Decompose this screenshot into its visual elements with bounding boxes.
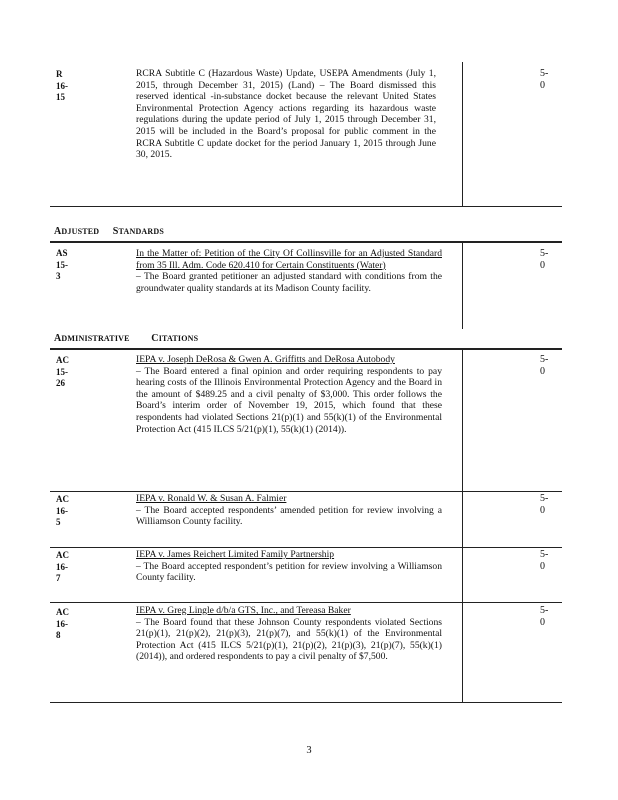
case-summary: – The Board accepted respondents’ amended petition for review involving a Williamson County facility. <box>136 504 442 528</box>
docket-number: AC 15-26 <box>56 355 69 389</box>
row-divider <box>50 491 562 492</box>
docket-number: AC 16-8 <box>56 607 69 641</box>
vote-count: 5-0 <box>540 68 549 91</box>
case-summary: – The Board granted petitioner an adjusted standard with conditions from the groundwater quality standards at its Madison County facility. <box>136 271 442 294</box>
row-divider <box>50 547 562 548</box>
page-number: 3 <box>306 745 312 756</box>
column-divider <box>462 547 463 603</box>
vote-count: 5-0 <box>540 354 549 377</box>
case-caption: IEPA v. Greg Lingle d/b/a GTS, Inc., and Tereasa Baker <box>136 605 351 616</box>
column-divider <box>462 602 463 702</box>
section-heading-administrative-citations: ADMINISTRATIVE CITATIONS <box>54 333 199 344</box>
row-divider <box>50 702 562 703</box>
case-caption: IEPA v. James Reichert Limited Family Partnership <box>136 549 335 560</box>
column-divider <box>462 62 463 206</box>
vote-count: 5-0 <box>540 549 549 572</box>
case-description <box>136 605 442 663</box>
section-heading-adjusted-standards: ADJUSTED STANDARDS <box>54 226 165 237</box>
case-description <box>136 248 442 294</box>
vote-count: 5-0 <box>540 248 549 271</box>
docket-number: R 16-15 <box>56 69 68 103</box>
row-divider <box>50 206 562 207</box>
case-caption: IEPA v. Ronald W. & Susan A. Falmier <box>136 493 287 504</box>
case-description <box>136 354 442 435</box>
section-rule <box>50 241 562 243</box>
column-divider <box>462 350 463 492</box>
case-description <box>136 68 436 161</box>
case-summary: – The Board accepted respondent’s petition for review involving a Williamson County facility. <box>136 560 442 584</box>
case-description <box>136 549 442 584</box>
column-divider <box>462 491 463 548</box>
case-summary: – The Board entered a final opinion and order requiring respondents to pay hearing costs of the Illinois Environmental Protection Agency and the Board in the amount of $489.25 and a civil penalty of $3,000. This order follows the Board’s interim order of November 19, 2015, which found that these respondents had violated Sections 21(p)(1) and 55(k)(1) of the Environmental Protection Act (415 ILCS 5/21(p)(1), 55(k)(1) (2014)). <box>136 365 442 435</box>
case-caption: In the Matter of: Petition of the City Of Collinsville for an Adjusted Standard from 35 Ill. Adm. Code 620.410 for Certain Constituents (Water) <box>136 248 442 271</box>
case-caption: IEPA v. Joseph DeRosa & Gwen A. Griffitts and DeRosa Autobody <box>136 354 395 365</box>
docket-number: AC 16-7 <box>56 550 69 584</box>
case-summary: – The Board found that these Johnson County respondents violated Sections 21(p)(1), 21(p)(2), 21(p)(3), 21(p)(7), and 55(k)(1) of the Environmental Protection Act (415 ILCS 5/21(p)(1), 21(p)(2), 21(p)(3), 21(p)(7), 55(k)(1) (2014)), and ordered respondents to pay a civil penalty of $7,500. <box>136 616 442 663</box>
column-divider <box>462 243 463 329</box>
docket-number: AS 15-3 <box>56 248 68 282</box>
vote-count: 5-0 <box>540 605 549 628</box>
case-summary: RCRA Subtitle C (Hazardous Waste) Update, USEPA Amendments (July 1, 2015, through December 31, 2015) (Land) – The Board dismissed this reserved identical -in-substance docket because the relevant United States Environmental Protection Agency actions regarding its hazardous waste regulations during the update period of July 1, 2015 through December 31, 2015 will be included in the Board’s proposal for public comment in the RCRA Subtitle C update docket for the period January 1, 2015 through June 30, 2015. <box>136 68 436 161</box>
row-divider <box>50 602 562 603</box>
section-rule <box>50 348 562 350</box>
vote-count: 5-0 <box>540 493 549 516</box>
docket-number: AC 16-5 <box>56 494 69 528</box>
case-description <box>136 493 442 528</box>
